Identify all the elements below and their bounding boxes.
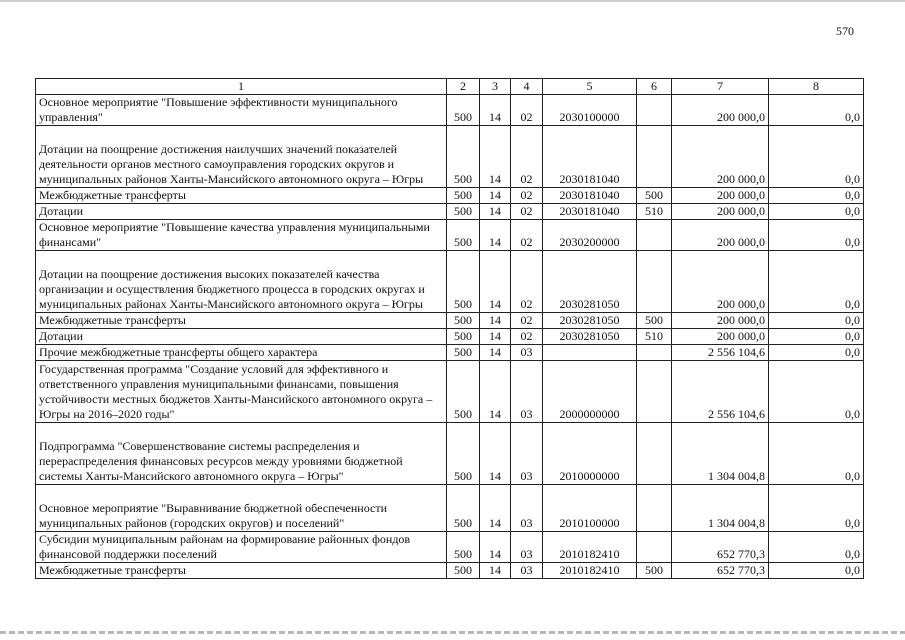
code-cell: 500 (447, 423, 480, 485)
subsection-cell: 02 (511, 220, 543, 251)
section-cell: 14 (480, 329, 511, 345)
amount-cell: 200 000,0 (672, 126, 769, 188)
amount-cell: 652 770,3 (672, 532, 769, 563)
table-row (36, 532, 864, 563)
subsection-cell: 02 (511, 329, 543, 345)
subsection-cell: 02 (511, 95, 543, 126)
item-name-cell: Межбюджетные трансферты (36, 563, 447, 579)
table-body (36, 79, 864, 579)
expense-type-cell (637, 251, 672, 313)
header-cell: 5 (543, 79, 637, 95)
code-cell: 500 (447, 563, 480, 579)
section-cell: 14 (480, 220, 511, 251)
table-row (36, 563, 864, 579)
target-article-cell (543, 345, 637, 361)
target-article-cell: 2010100000 (543, 485, 637, 532)
expense-type-cell (637, 361, 672, 423)
expense-type-cell: 500 (637, 188, 672, 204)
code-cell: 500 (447, 220, 480, 251)
amount-cell-2: 0,0 (769, 251, 864, 313)
table-row (36, 126, 864, 188)
amount-cell: 200 000,0 (672, 329, 769, 345)
code-cell: 500 (447, 188, 480, 204)
item-name-cell: Межбюджетные трансферты (36, 188, 447, 204)
table-row (36, 313, 864, 329)
amount-cell: 200 000,0 (672, 204, 769, 220)
subsection-cell: 03 (511, 532, 543, 563)
subsection-cell: 03 (511, 485, 543, 532)
header-cell: 8 (769, 79, 864, 95)
section-cell: 14 (480, 423, 511, 485)
expense-type-cell (637, 95, 672, 126)
code-cell: 500 (447, 251, 480, 313)
subsection-cell: 02 (511, 204, 543, 220)
section-cell: 14 (480, 485, 511, 532)
expense-type-cell (637, 220, 672, 251)
subsection-cell: 02 (511, 188, 543, 204)
item-name-cell: Дотации на поощрение достижения наилучших значений показателей деятельности органов местного самоуправления городских округов и муниципальных районов Ханты-Мансийского автономного округа – Югры (36, 126, 447, 188)
amount-cell-2: 0,0 (769, 361, 864, 423)
section-cell: 14 (480, 563, 511, 579)
header-cell: 4 (511, 79, 543, 95)
amount-cell-2: 0,0 (769, 329, 864, 345)
table-row (36, 95, 864, 126)
amount-cell-2: 0,0 (769, 563, 864, 579)
section-cell: 14 (480, 188, 511, 204)
item-name-cell: Государственная программа "Создание условий для эффективного и ответственного управления муниципальными финансами, повышения устойчивости местных бюджетов Ханты-Мансийского автономного округа – Югры на 2016–2020 годы" (36, 361, 447, 423)
subsection-cell: 03 (511, 361, 543, 423)
header-cell: 1 (36, 79, 447, 95)
amount-cell: 1 304 004,8 (672, 423, 769, 485)
target-article-cell: 2030181040 (543, 188, 637, 204)
section-cell: 14 (480, 532, 511, 563)
table-row (36, 345, 864, 361)
amount-cell: 1 304 004,8 (672, 485, 769, 532)
item-name-cell: Основное мероприятие "Повышение эффективности муниципального управления" (36, 95, 447, 126)
amount-cell-2: 0,0 (769, 423, 864, 485)
table-row (36, 220, 864, 251)
code-cell: 500 (447, 532, 480, 563)
table-row (36, 423, 864, 485)
header-cell: 7 (672, 79, 769, 95)
table-row (36, 204, 864, 220)
budget-table (35, 78, 864, 579)
subsection-cell: 02 (511, 126, 543, 188)
section-cell: 14 (480, 95, 511, 126)
amount-cell-2: 0,0 (769, 313, 864, 329)
subsection-cell: 03 (511, 423, 543, 485)
amount-cell-2: 0,0 (769, 188, 864, 204)
item-name-cell: Межбюджетные трансферты (36, 313, 447, 329)
code-cell: 500 (447, 204, 480, 220)
amount-cell: 200 000,0 (672, 313, 769, 329)
target-article-cell: 2000000000 (543, 361, 637, 423)
amount-cell: 2 556 104,6 (672, 345, 769, 361)
header-cell: 6 (637, 79, 672, 95)
code-cell: 500 (447, 313, 480, 329)
page-bottom-edge (0, 631, 905, 634)
amount-cell: 200 000,0 (672, 220, 769, 251)
subsection-cell: 02 (511, 313, 543, 329)
target-article-cell: 2030100000 (543, 95, 637, 126)
target-article-cell: 2030281050 (543, 313, 637, 329)
subsection-cell: 03 (511, 563, 543, 579)
expense-type-cell (637, 345, 672, 361)
amount-cell-2: 0,0 (769, 220, 864, 251)
code-cell: 500 (447, 485, 480, 532)
code-cell: 500 (447, 329, 480, 345)
amount-cell-2: 0,0 (769, 485, 864, 532)
item-name-cell: Основное мероприятие "Повышение качества управления муниципальными финансами" (36, 220, 447, 251)
target-article-cell: 2010182410 (543, 532, 637, 563)
amount-cell-2: 0,0 (769, 204, 864, 220)
header-cell: 2 (447, 79, 480, 95)
section-cell: 14 (480, 251, 511, 313)
subsection-cell: 03 (511, 345, 543, 361)
target-article-cell: 2030281050 (543, 329, 637, 345)
section-cell: 14 (480, 204, 511, 220)
amount-cell: 652 770,3 (672, 563, 769, 579)
target-article-cell: 2030181040 (543, 204, 637, 220)
target-article-cell: 2030281050 (543, 251, 637, 313)
table-row (36, 361, 864, 423)
expense-type-cell: 500 (637, 563, 672, 579)
code-cell: 500 (447, 361, 480, 423)
page-top-edge (0, 0, 905, 2)
page-number: 570 (836, 24, 854, 38)
amount-cell: 2 556 104,6 (672, 361, 769, 423)
amount-cell-2: 0,0 (769, 126, 864, 188)
item-name-cell: Дотации (36, 204, 447, 220)
section-cell: 14 (480, 345, 511, 361)
target-article-cell: 2030200000 (543, 220, 637, 251)
expense-type-cell: 510 (637, 329, 672, 345)
amount-cell: 200 000,0 (672, 188, 769, 204)
item-name-cell: Дотации на поощрение достижения высоких показателей качества организации и осуществления бюджетного процесса в городских округах и муниципальных районах Ханты-Мансийского автономного округа – Югры (36, 251, 447, 313)
item-name-cell: Подпрограмма "Совершенствование системы распределения и перераспределения финансовых ресурсов между уровнями бюджетной системы Ханты-Мансийского автономного округа – Югры" (36, 423, 447, 485)
target-article-cell: 2030181040 (543, 126, 637, 188)
expense-type-cell (637, 485, 672, 532)
section-cell: 14 (480, 361, 511, 423)
expense-type-cell: 510 (637, 204, 672, 220)
amount-cell: 200 000,0 (672, 95, 769, 126)
table-row (36, 251, 864, 313)
header-cell: 3 (480, 79, 511, 95)
subsection-cell: 02 (511, 251, 543, 313)
table-row (36, 188, 864, 204)
amount-cell-2: 0,0 (769, 95, 864, 126)
item-name-cell: Прочие межбюджетные трансферты общего характера (36, 345, 447, 361)
table-row (36, 485, 864, 532)
amount-cell-2: 0,0 (769, 345, 864, 361)
amount-cell-2: 0,0 (769, 532, 864, 563)
expense-type-cell (637, 532, 672, 563)
code-cell: 500 (447, 95, 480, 126)
expense-type-cell (637, 126, 672, 188)
item-name-cell: Субсидии муниципальным районам на формирование районных фондов финансовой поддержки поселений (36, 532, 447, 563)
item-name-cell: Дотации (36, 329, 447, 345)
amount-cell: 200 000,0 (672, 251, 769, 313)
item-name-cell: Основное мероприятие "Выравнивание бюджетной обеспеченности муниципальных районов (городских округов) и поселений" (36, 485, 447, 532)
code-cell: 500 (447, 345, 480, 361)
table-row (36, 329, 864, 345)
target-article-cell: 2010182410 (543, 563, 637, 579)
expense-type-cell (637, 423, 672, 485)
section-cell: 14 (480, 313, 511, 329)
target-article-cell: 2010000000 (543, 423, 637, 485)
header-row (36, 79, 864, 95)
section-cell: 14 (480, 126, 511, 188)
expense-type-cell: 500 (637, 313, 672, 329)
code-cell: 500 (447, 126, 480, 188)
